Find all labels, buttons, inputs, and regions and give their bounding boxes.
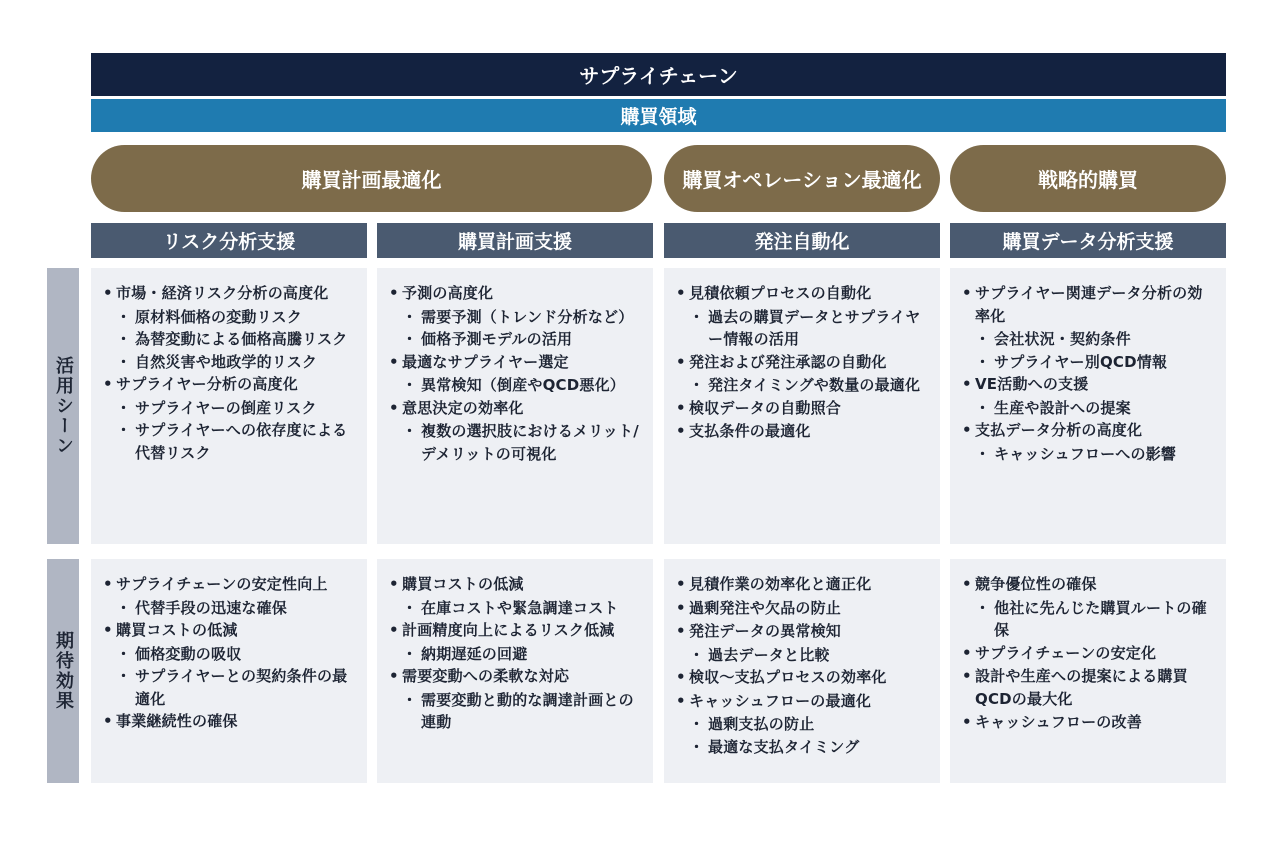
bullet-item: • サプライチェーンの安定化 <box>962 642 1216 665</box>
bullet-item: • 設計や生産への提案による購買QCDの最大化 <box>962 665 1216 710</box>
column-header-risk-analysis: リスク分析支援 <box>91 223 367 258</box>
bullet-item: • 予測の高度化 <box>389 282 643 305</box>
bullet-item: • 発注および発注承認の自動化 <box>676 351 930 374</box>
sub-bullet-item: ・ サプライヤーとの契約条件の最適化 <box>103 665 357 710</box>
bullet-item: • 意思決定の効率化 <box>389 397 643 420</box>
bullet-item: • 計画精度向上によるリスク低減 <box>389 619 643 642</box>
grid-cell <box>377 268 653 544</box>
sub-bullet-item: ・ 生産や設計への提案 <box>962 397 1216 420</box>
row-label-use-cases-text: 活用シーン <box>53 356 74 456</box>
row-label-expected-effects-text: 期待効果 <box>53 631 74 711</box>
sub-bullet-item: ・ 原材料価格の変動リスク <box>103 306 357 329</box>
sub-bullet-item: ・ 最適な支払タイミング <box>676 736 930 759</box>
column-header-order-automation: 発注自動化 <box>664 223 940 258</box>
bullet-item: • 過剰発注や欠品の防止 <box>676 597 930 620</box>
bullet-item: • 発注データの異常検知 <box>676 620 930 643</box>
row-label-expected-effects <box>47 559 79 783</box>
bullet-item: • サプライチェーンの安定性向上 <box>103 573 357 596</box>
sub-bullet-item: ・ 納期遅延の回避 <box>389 643 643 666</box>
sub-bullet-item: ・ 複数の選択肢におけるメリット/デメリットの可視化 <box>389 420 643 465</box>
sub-bullet-item: ・ 過去の購買データとサプライヤー情報の活用 <box>676 306 930 351</box>
category-purchase-planning: 購買計画最適化 <box>91 145 652 212</box>
sub-bullet-item: ・ 代替手段の迅速な確保 <box>103 597 357 620</box>
sub-bullet-item: ・ サプライヤーへの依存度による代替リスク <box>103 419 357 464</box>
bullet-item: • 見積作業の効率化と適正化 <box>676 573 930 596</box>
sub-bullet-item: ・ 会社状況・契約条件 <box>962 328 1216 351</box>
supply-chain-banner: サプライチェーン <box>91 53 1226 96</box>
category-purchase-operations: 購買オペレーション最適化 <box>664 145 940 212</box>
bullet-item: • 購買コストの低減 <box>103 619 357 642</box>
sub-bullet-item: ・ 過去データと比較 <box>676 644 930 667</box>
bullet-item: • VE活動への支援 <box>962 373 1216 396</box>
bullet-item: • キャッシュフローの最適化 <box>676 690 930 713</box>
grid-cell <box>664 268 940 544</box>
grid-cell <box>91 559 367 783</box>
sub-bullet-item: ・ 自然災害や地政学的リスク <box>103 351 357 374</box>
bullet-item: • 見積依頼プロセスの自動化 <box>676 282 930 305</box>
grid-cell <box>377 559 653 783</box>
row-label-use-cases <box>47 268 79 544</box>
sub-bullet-item: ・ 異常検知（倒産やQCD悪化） <box>389 374 643 397</box>
bullet-item: • 購買コストの低減 <box>389 573 643 596</box>
bullet-item: • サプライヤー分析の高度化 <box>103 373 357 396</box>
grid-cell <box>664 559 940 783</box>
sub-bullet-item: ・ 他社に先んじた購買ルートの確保 <box>962 597 1216 642</box>
bullet-item: • 競争優位性の確保 <box>962 573 1216 596</box>
column-header-purchase-planning: 購買計画支援 <box>377 223 653 258</box>
bullet-item: • キャッシュフローの改善 <box>962 711 1216 734</box>
sub-bullet-item: ・ サプライヤーの倒産リスク <box>103 397 357 420</box>
procurement-domain-banner: 購買領域 <box>91 99 1226 132</box>
sub-bullet-item: ・ 過剰支払の防止 <box>676 713 930 736</box>
sub-bullet-item: ・ 需要予測（トレンド分析など） <box>389 306 643 329</box>
bullet-item: • 最適なサプライヤー選定 <box>389 351 643 374</box>
sub-bullet-item: ・ 需要変動と動的な調達計画との連動 <box>389 689 643 734</box>
sub-bullet-item: ・ 価格予測モデルの活用 <box>389 328 643 351</box>
sub-bullet-item: ・ 為替変動による価格高騰リスク <box>103 328 357 351</box>
bullet-item: • 支払データ分析の高度化 <box>962 419 1216 442</box>
sub-bullet-item: ・ 発注タイミングや数量の最適化 <box>676 374 930 397</box>
bullet-item: • 支払条件の最適化 <box>676 420 930 443</box>
category-strategic-purchasing: 戦略的購買 <box>950 145 1226 212</box>
sub-bullet-item: ・ サプライヤー別QCD情報 <box>962 351 1216 374</box>
sub-bullet-item: ・ 価格変動の吸収 <box>103 643 357 666</box>
bullet-item: • サプライヤー関連データ分析の効率化 <box>962 282 1216 327</box>
bullet-item: • 検収データの自動照合 <box>676 397 930 420</box>
grid-cell <box>950 268 1226 544</box>
sub-bullet-item: ・ 在庫コストや緊急調達コスト <box>389 597 643 620</box>
bullet-item: • 検収〜支払プロセスの効率化 <box>676 666 930 689</box>
bullet-item: • 市場・経済リスク分析の高度化 <box>103 282 357 305</box>
grid-cell <box>91 268 367 544</box>
bullet-item: • 需要変動への柔軟な対応 <box>389 665 643 688</box>
bullet-item: • 事業継続性の確保 <box>103 710 357 733</box>
grid-cell <box>950 559 1226 783</box>
sub-bullet-item: ・ キャッシュフローへの影響 <box>962 443 1216 466</box>
column-header-data-analysis: 購買データ分析支援 <box>950 223 1226 258</box>
